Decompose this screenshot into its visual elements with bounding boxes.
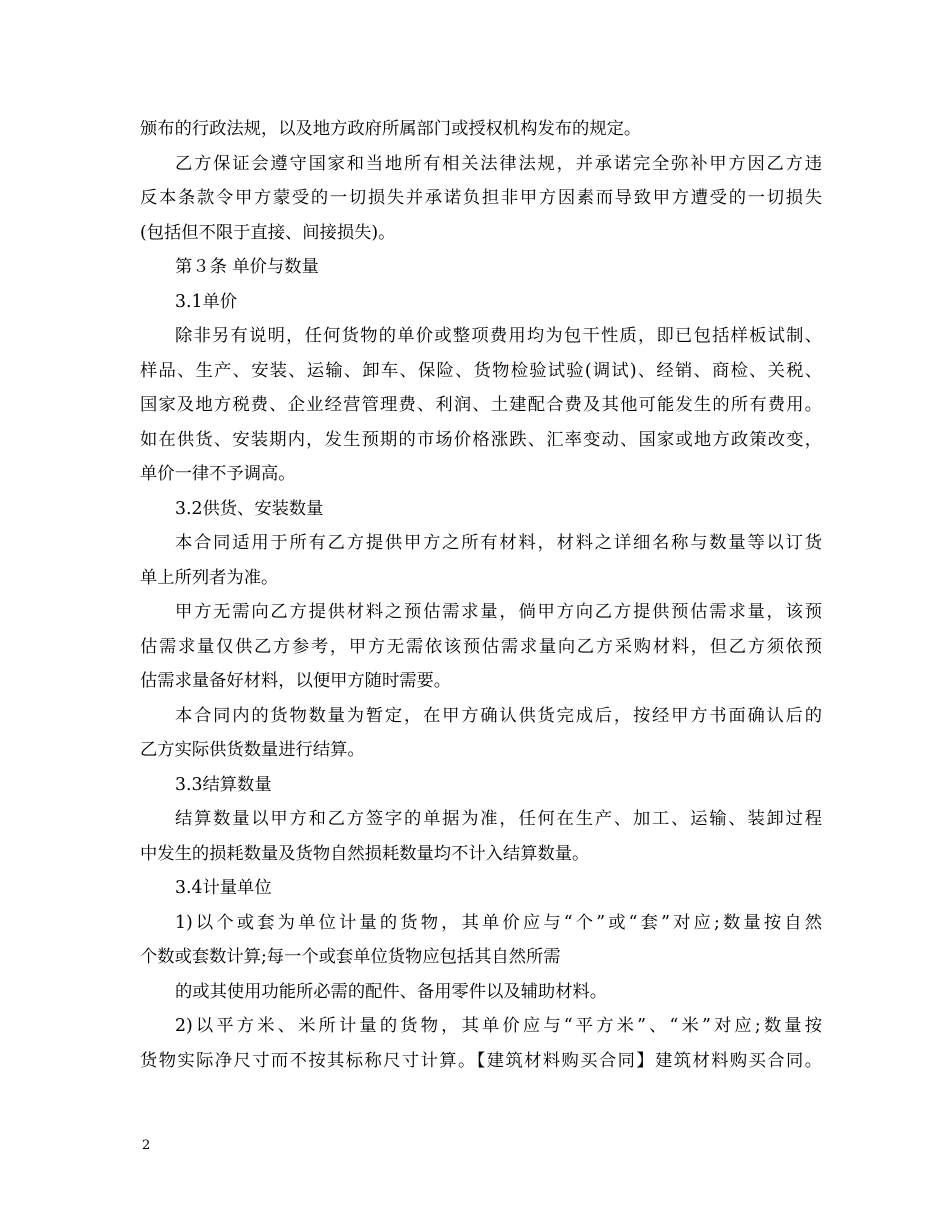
text-line: 样品、生产、安装、运输、卸车、保险、货物检验试验(调试)、经销、商检、关税、 [140,360,822,381]
text-line: 货物实际净尺寸而不按其标称尺寸计算。【建筑材料购买合同】建筑材料购买合同。 [140,1050,822,1071]
section-heading: 第３条 单价与数量 [175,257,319,277]
text-line: 估需求量备好材料，以便甲方随时需要。 [140,671,452,691]
text-line: 2)以平方米、米所计量的货物，其单价应与“平方米”、“米”对应;数量按 [175,1016,822,1036]
text-line: 单上所列者为准。 [140,567,279,588]
document-body [140,112,822,1078]
text-line: 除非另有说明，任何货物的单价或整项费用均为包干性质，即已包括样板试制、 [175,326,822,346]
text-line: 颁布的行政法规，以及地方政府所属部门或授权机构发布的规定。 [140,119,642,139]
text-line: 1)以个或套为单位计量的货物，其单价应与“个”或“套”对应;数量按自然 [175,912,822,933]
text-line: 反本条款令甲方蒙受的一切损失并承诺负担非甲方因素而导致甲方遭受的一切损失 [140,188,822,208]
text-line: 单价一律不予调高。 [140,464,296,484]
text-line: 国家及地方税费、企业经营管理费、利润、土建配合费及其他可能发生的所有费用。 [140,395,822,415]
text-line: (包括但不限于直接、间接损失)。 [140,222,396,243]
text-line: 本合同内的货物数量为暂定，在甲方确认供货完成后，按经甲方书面确认后的 [175,705,822,726]
text-line: 结算数量以甲方和乙方签字的单据为准，任何在生产、加工、运输、装卸过程 [175,809,822,829]
page-number: 2 [142,1138,151,1153]
subsection-heading: 3.1单价 [175,291,238,312]
text-line: 乙方保证会遵守国家和当地所有相关法律法规，并承诺完全弥补甲方因乙方违 [175,153,822,174]
text-line: 估需求量仅供乙方参考，甲方无需依该预估需求量向乙方采购材料，但乙方须依预 [140,636,822,657]
text-line: 甲方无需向乙方提供材料之预估需求量，倘甲方向乙方提供预估需求量，该预 [175,602,822,622]
text-line: 本合同适用于所有乙方提供甲方之所有材料，材料之详细名称与数量等以订货 [175,533,822,553]
text-line: 的或其使用功能所必需的配件、备用零件以及辅助材料。 [175,981,608,1002]
text-line: 中发生的损耗数量及货物自然损耗数量均不计入结算数量。 [140,843,590,864]
subsection-heading: 3.3结算数量 [175,774,272,795]
text-line: 乙方实际供货数量进行结算。 [140,740,365,760]
text-line: 个数或套数计算;每一个或套单位货物应包括其自然所需 [140,947,561,967]
subsection-heading: 3.4计量单位 [175,878,272,898]
subsection-heading: 3.2供货、安装数量 [175,498,324,519]
text-line: 如在供货、安装期内，发生预期的市场价格涨跌、汇率变动、国家或地方政策改变， [140,429,822,450]
